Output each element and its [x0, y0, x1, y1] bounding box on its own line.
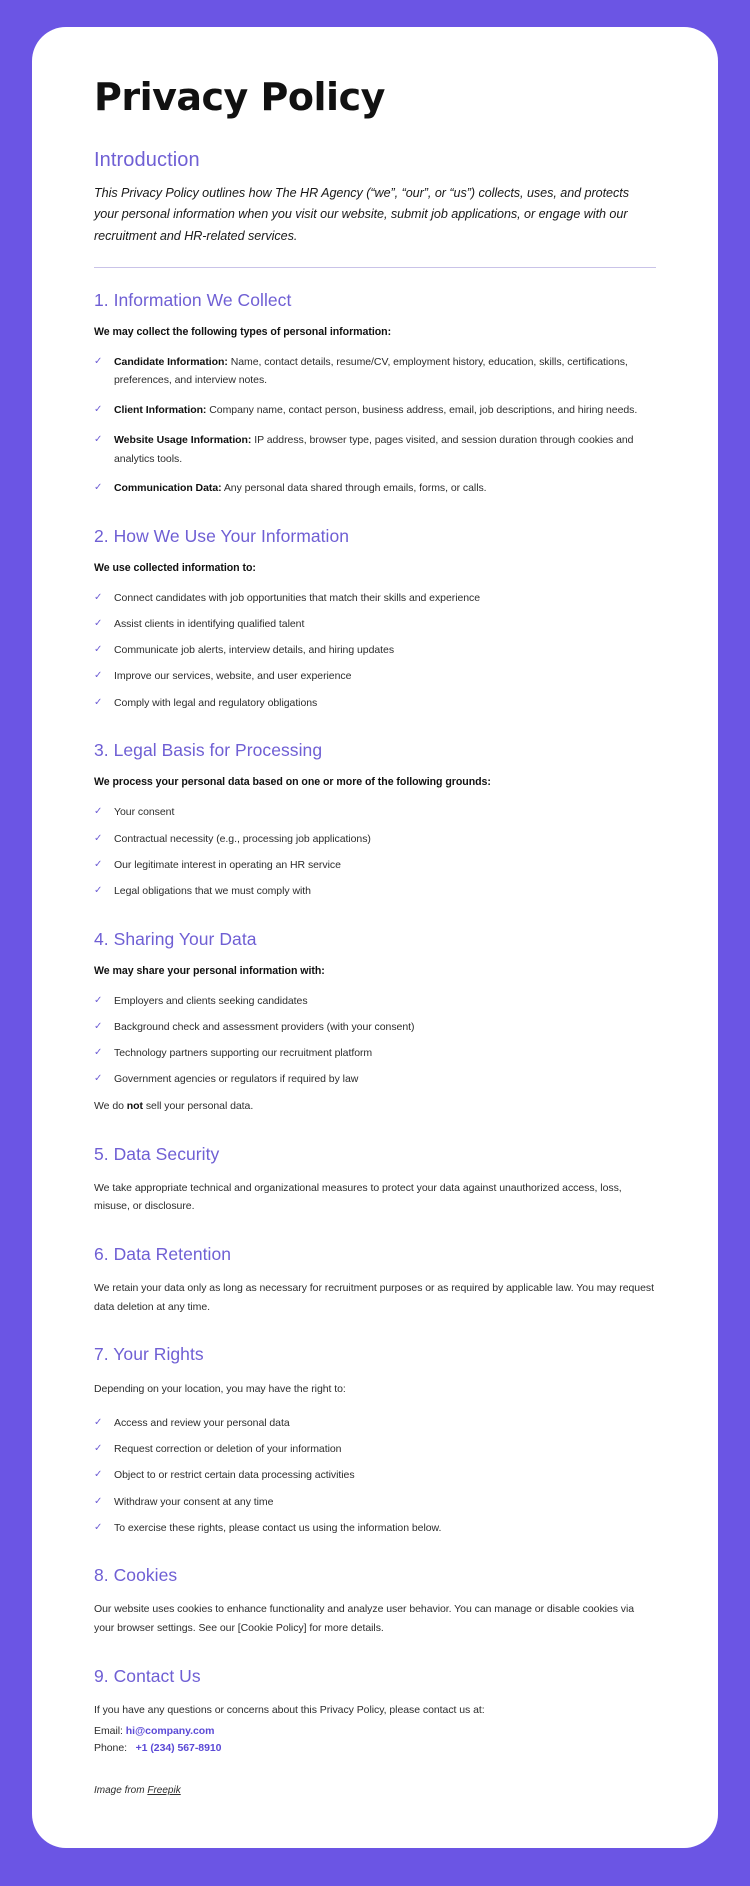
check-icon: ✓ [94, 670, 103, 682]
list-item [94, 401, 656, 420]
section-footnote [94, 1097, 656, 1116]
image-attribution [94, 1785, 656, 1796]
list-item-text: Background check and assessment providers (with your consent) [114, 1020, 415, 1033]
section-heading: 9. Contact Us [94, 1665, 201, 1686]
section-paragraph: We retain your data only as long as necessary for recruitment purposes or as required by applicable law. You may request data deletion at any time. [94, 1281, 654, 1313]
list-item-text: Comply with legal and regulatory obligations [114, 696, 318, 709]
section-paragraph: If you have any questions or concerns about this Privacy Policy, please contact us at: [94, 1703, 485, 1716]
section-lead: We may collect the following types of personal information: [94, 325, 392, 338]
section-heading: 6. Data Retention [94, 1243, 232, 1264]
list-item [94, 1466, 656, 1485]
list-item [94, 882, 656, 901]
list-item-text: Request correction or deletion of your information [114, 1443, 342, 1456]
list-item [94, 1493, 656, 1512]
section-heading: 2. How We Use Your Information [94, 525, 350, 546]
check-list [94, 353, 656, 498]
page-title: Privacy Policy [94, 75, 385, 119]
list-item-text: Connect candidates with job opportunities that match their skills and experience [114, 591, 481, 604]
section-heading: 4. Sharing Your Data [94, 928, 257, 949]
email-label: Email: [94, 1725, 123, 1738]
list-item-text: Name, contact details, resume/CV, employment history, education, skills, certifications, preferences, and interview notes. [114, 355, 628, 387]
policy-section [94, 290, 656, 498]
check-icon: ✓ [94, 355, 103, 367]
phone-label: Phone: [94, 1742, 127, 1755]
policy-section [94, 1344, 656, 1537]
check-list [94, 992, 656, 1089]
list-item-text: Contractual necessity (e.g., processing job applications) [114, 832, 371, 845]
policy-section [94, 929, 656, 1116]
list-item [94, 479, 656, 498]
check-icon: ✓ [94, 1495, 103, 1507]
section-paragraph: Our website uses cookies to enhance functionality and analyze user behavior. You can manage or disable cookies via your browser settings. See our [Cookie Policy] for more details. [94, 1603, 635, 1635]
list-item [94, 431, 656, 468]
list-item-text: Our legitimate interest in operating an HR service [114, 858, 341, 871]
check-icon: ✓ [94, 1046, 103, 1058]
check-icon: ✓ [94, 1416, 103, 1428]
section-heading: 5. Data Security [94, 1143, 220, 1164]
list-item-text: Legal obligations that we must comply with [114, 884, 311, 897]
list-item-text: Your consent [114, 806, 175, 819]
check-icon: ✓ [94, 618, 103, 630]
phone-link[interactable]: +1 (234) 567-8910 [135, 1742, 222, 1755]
section-lead: We may share your personal information with: [94, 964, 325, 977]
list-item [94, 830, 656, 849]
list-item [94, 1044, 656, 1063]
check-icon: ✓ [94, 404, 103, 416]
list-item-text: Government agencies or regulators if required by law [114, 1073, 359, 1086]
sections-container [94, 290, 656, 1758]
footnote-emphasis: not [126, 1099, 143, 1112]
footnote-suffix: sell your personal data. [142, 1099, 254, 1112]
list-item-term: Communication Data: [114, 482, 222, 495]
list-item-text: Any personal data shared through emails, forms, or calls. [221, 482, 487, 495]
section-lead: We process your personal data based on one or more of the following grounds: [94, 776, 491, 789]
check-icon: ✓ [94, 433, 103, 445]
section-heading-introduction: Introduction [94, 148, 200, 171]
check-icon: ✓ [94, 696, 103, 708]
list-item-text: Communicate job alerts, interview details, and hiring updates [114, 644, 395, 657]
policy-section [94, 1144, 656, 1216]
list-item [94, 803, 656, 822]
list-item [94, 589, 656, 608]
list-item [94, 1440, 656, 1459]
check-icon: ✓ [94, 1020, 103, 1032]
section-lead: Depending on your location, you may have the right to: [94, 1383, 346, 1396]
freepik-link[interactable]: Freepik [147, 1785, 181, 1797]
list-item [94, 615, 656, 634]
contact-phone-line [94, 1740, 656, 1757]
list-item [94, 1018, 656, 1037]
check-list [94, 1414, 656, 1537]
section-heading: 8. Cookies [94, 1565, 178, 1586]
contact-email-line [94, 1723, 656, 1740]
list-item-text: Assist clients in identifying qualified talent [114, 618, 305, 631]
list-item-text: Improve our services, website, and user experience [114, 670, 352, 683]
section-lead: We use collected information to: [94, 561, 256, 574]
check-icon: ✓ [94, 1443, 103, 1455]
list-item [94, 667, 656, 686]
list-item [94, 694, 656, 713]
list-item-text: To exercise these rights, please contact us using the information below. [114, 1521, 442, 1534]
list-item [94, 992, 656, 1011]
check-icon: ✓ [94, 806, 103, 818]
policy-section [94, 526, 656, 712]
divider [94, 267, 656, 268]
list-item [94, 1519, 656, 1538]
list-item-term: Website Usage Information: [114, 433, 252, 446]
section-paragraph: We take appropriate technical and organizational measures to protect your data against unauthorized access, loss, misuse, or disclosure. [94, 1181, 622, 1213]
policy-section [94, 1666, 656, 1758]
check-icon: ✓ [94, 994, 103, 1006]
list-item-text: Employers and clients seeking candidates [114, 994, 308, 1007]
check-icon: ✓ [94, 591, 103, 603]
list-item [94, 353, 656, 390]
list-item-text: Withdraw your consent at any time [114, 1495, 274, 1508]
list-item-text: Object to or restrict certain data processing activities [114, 1469, 355, 1482]
check-icon: ✓ [94, 858, 103, 870]
section-heading: 7. Your Rights [94, 1344, 204, 1365]
introduction-paragraph: This Privacy Policy outlines how The HR Agency (“we”, “our”, or “us”) collects, uses, and protects your personal information when you visit our website, submit job applications, or engage with our recruitment and HR-related services. [94, 185, 629, 244]
list-item [94, 856, 656, 875]
section-heading: 3. Legal Basis for Processing [94, 740, 323, 761]
section-heading: 1. Information We Collect [94, 289, 292, 310]
check-list [94, 803, 656, 900]
check-icon: ✓ [94, 1469, 103, 1481]
list-item [94, 1414, 656, 1433]
check-icon: ✓ [94, 482, 103, 494]
list-item-term: Candidate Information: [114, 355, 228, 368]
list-item [94, 641, 656, 660]
footnote-prefix: We do [94, 1099, 127, 1112]
email-link[interactable]: hi@company.com [125, 1725, 215, 1738]
check-icon: ✓ [94, 832, 103, 844]
check-icon: ✓ [94, 1073, 103, 1085]
contact-details [94, 1723, 656, 1757]
check-icon: ✓ [94, 884, 103, 896]
list-item-term: Client Information: [114, 404, 207, 417]
policy-section [94, 1565, 656, 1637]
attribution-prefix: Image from [94, 1785, 148, 1797]
list-item [94, 1070, 656, 1089]
check-icon: ✓ [94, 644, 103, 656]
policy-section [94, 1244, 656, 1316]
policy-section [94, 740, 656, 900]
list-item-text: Company name, contact person, business address, email, job descriptions, and hiring needs. [206, 404, 638, 417]
list-item-text: IP address, browser type, pages visited, and session duration through cookies and analytics tools. [114, 433, 634, 465]
list-item-text: Access and review your personal data [114, 1416, 290, 1429]
check-icon: ✓ [94, 1521, 103, 1533]
policy-card [32, 27, 718, 1848]
list-item-text: Technology partners supporting our recruitment platform [114, 1046, 373, 1059]
check-list [94, 589, 656, 712]
